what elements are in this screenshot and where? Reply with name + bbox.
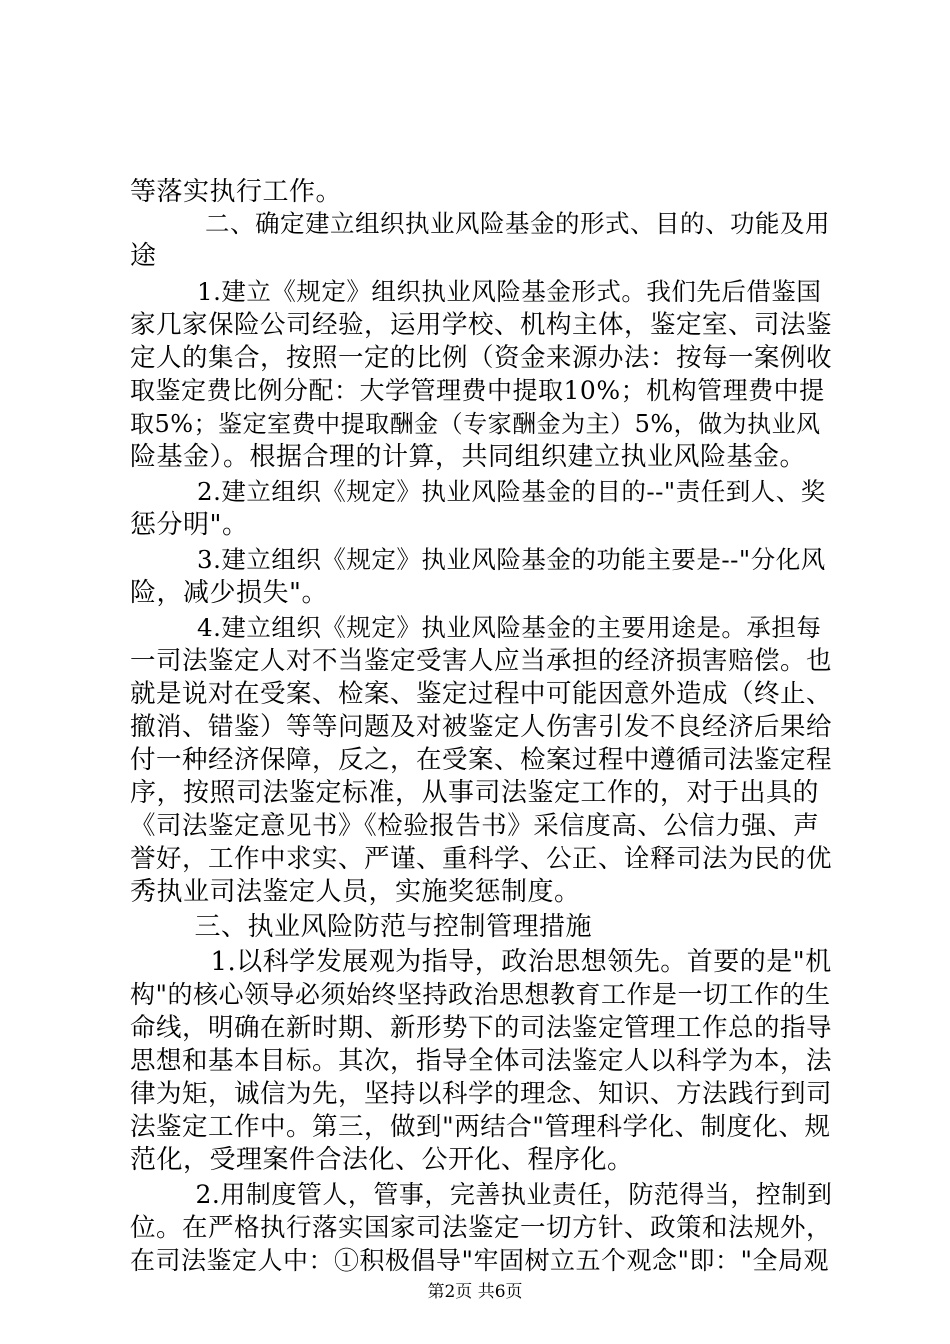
page-footer: 第2页 共6页	[427, 1282, 523, 1302]
text-line: 秀执业司法鉴定人员，实施奖惩制度。	[130, 877, 581, 907]
text-line: 范化，受理案件合法化、公开化、程序化。	[130, 1145, 634, 1175]
text-line: 2.用制度管人，管事，完善执业责任，防范得当，控制到	[170, 1180, 833, 1209]
text-line: 1.建立《规定》组织执业风险基金形式。我们先后借鉴国	[172, 277, 822, 306]
text-line: 序，按照司法鉴定标准，从事司法鉴定工作的，对于出具的	[130, 778, 820, 808]
text-line: 撤消、错鉴）等等问题及对被鉴定人伤害引发不良经济后果给	[130, 712, 833, 742]
text-line: 律为矩，诚信为先，坚持以科学的理念、知识、方法践行到司	[130, 1079, 833, 1109]
text-line: 就是说对在受案、检案、鉴定过程中可能因意外造成（终止、	[130, 679, 833, 709]
text-line: 一司法鉴定人对不当鉴定受害人应当承担的经济损害赔偿。也	[130, 646, 833, 676]
text-line: 取鉴定费比例分配：大学管理费中提取10%；机构管理费中提	[130, 376, 825, 405]
text-line: 取5%；鉴定室费中提取酬金（专家酬金为主）5%，做为执业风	[130, 410, 821, 438]
text-line: 构"的核心领导必须始终坚持政治思想教育工作是一切工作的生	[130, 980, 831, 1009]
text-line: 险基金）。根据合理的计算，共同组织建立执业风险基金。	[130, 442, 807, 472]
text-line: 1.以科学发展观为指导，政治思想领先。首要的是"机	[184, 947, 832, 977]
text-line: 等落实执行工作。	[130, 177, 343, 207]
text-line: 命线，明确在新时期、新形势下的司法鉴定管理工作总的指导	[130, 1013, 833, 1043]
text-line: 险，减少损失"。	[130, 578, 328, 608]
text-line: 付一种经济保障，反之，在受案、检案过程中遵循司法鉴定程	[130, 745, 833, 775]
text-line: 位。在严格执行落实国家司法鉴定一切方针、政策和法规外，	[130, 1213, 833, 1243]
text-line: 定人的集合，按照一定的比例（资金来源办法：按每一案例收	[130, 343, 833, 373]
text-line: 4.建立组织《规定》执业风险基金的主要用途是。承担每	[172, 613, 822, 642]
text-line: 《司法鉴定意见书》《检验报告书》采信度高、公信力强、声	[130, 811, 820, 841]
text-line: 誉好，工作中求实、严谨、重科学、公正、诠释司法为民的优	[130, 844, 833, 874]
text-line: 2.建立组织《规定》执业风险基金的目的--"责任到人、奖	[172, 477, 826, 506]
text-line: 家几家保险公司经验，运用学校、机构主体，鉴定室、司法鉴	[130, 310, 833, 340]
text-line: 二、确定建立组织执业风险基金的形式、目的、功能及用	[180, 209, 830, 238]
text-line: 思想和基本目标。其次，指导全体司法鉴定人以科学为本，法	[130, 1046, 833, 1076]
text-line: 惩分明"。	[130, 510, 249, 540]
text-line: 途	[130, 241, 157, 271]
text-line: 三、执业风险防范与控制管理措施	[168, 912, 593, 942]
text-line: 3.建立组织《规定》执业风险基金的功能主要是--"分化风	[172, 545, 826, 574]
text-line: 在司法鉴定人中：①积极倡导"牢固树立五个观念"即："全局观	[130, 1246, 829, 1275]
text-line: 法鉴定工作中。第三，做到"两结合"管理科学化、制度化、规	[130, 1112, 831, 1142]
